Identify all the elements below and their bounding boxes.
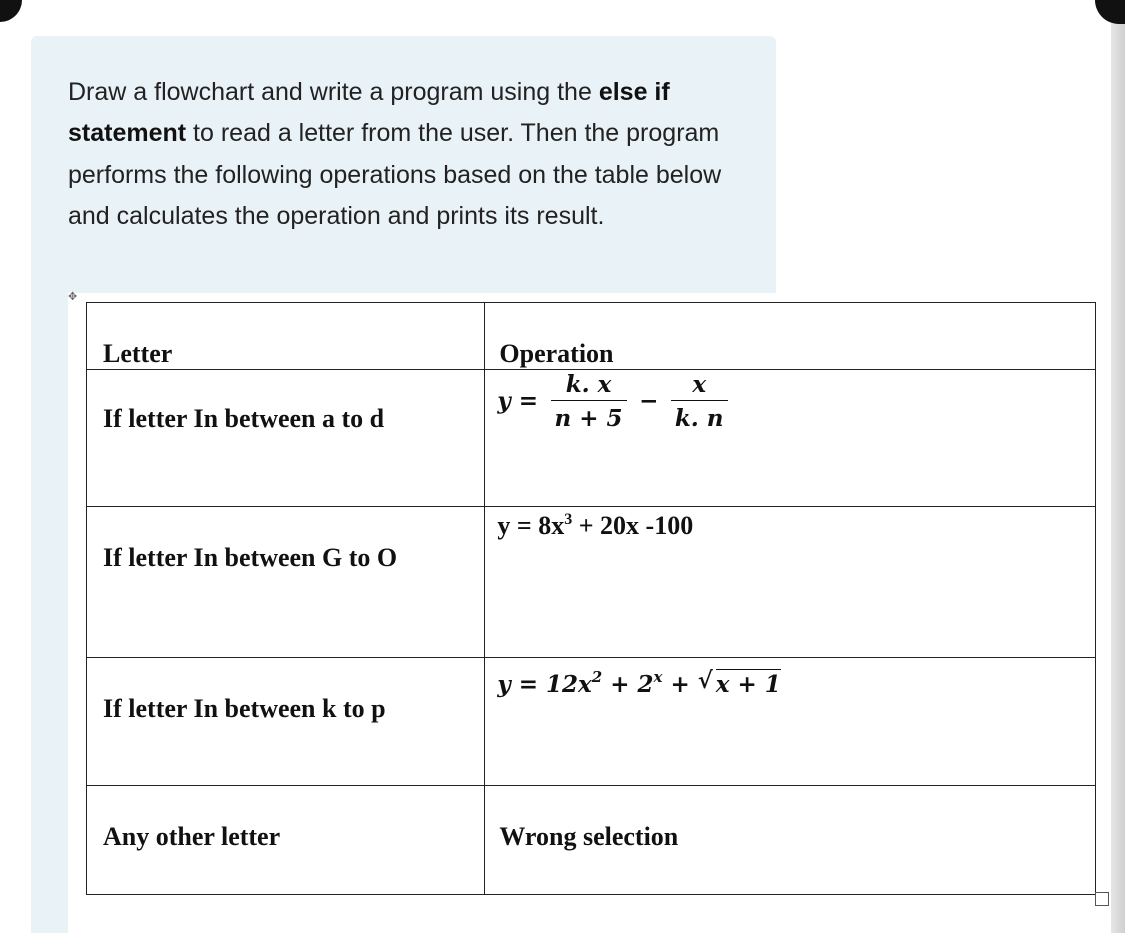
fraction-2 [671,370,728,435]
table-row [87,786,1096,895]
table-row [87,507,1096,658]
header-letter: Letter [103,339,173,368]
formula1-minus: − [639,387,659,415]
fraction-2-denominator: k. n [671,400,728,435]
table-anchor-icon[interactable]: ✥ [68,290,78,303]
table-row [87,658,1096,786]
formula3-exp1: 2 [591,668,603,686]
question-part2: to read a letter from the user. Then the program performs the following operations based on the table below and calculates the operation and prints its result. [68,119,722,231]
formula3-plus: + [662,671,698,698]
question-part1: Draw a flowchart and write a program using the [68,78,599,106]
condition-cell: If letter In between G to O [103,543,398,572]
question-bold: else if statement [68,78,670,148]
formula2-pre: y = 8x [497,511,565,540]
square-root [697,667,781,698]
table-row [87,370,1096,507]
header-operation: Operation [499,339,614,368]
fraction-1 [551,370,627,435]
resize-handle-icon[interactable] [1095,892,1109,906]
table-header-row [87,303,1096,370]
question-text [68,72,748,238]
radicand: x + 1 [715,671,781,698]
formula3-mid: + 2 [602,671,654,698]
screen-corner [0,0,22,22]
formula2-post: + 20x -100 [572,511,694,540]
formula3-exp2: x [653,668,663,686]
formula2-exp: 3 [564,511,573,528]
fraction-2-numerator: x [692,371,707,398]
screen-corner-right [1095,0,1125,24]
operation-formula-3 [485,658,1095,698]
condition-cell: Any other letter [103,822,281,851]
operation-formula-1 [485,370,1095,435]
operation-formula-2 [485,507,1095,541]
operations-table [86,302,1096,895]
radical-sign: √ [697,667,713,694]
condition-cell: If letter In between k to p [103,694,386,723]
formula3-pre: y = 12x [497,671,592,698]
scrollbar-track[interactable] [1111,0,1125,933]
formula1-lhs: y = [497,387,539,415]
operation-cell: Wrong selection [499,822,679,851]
condition-cell: If letter In between a to d [103,404,385,433]
fraction-1-numerator: k. x [565,371,612,398]
fraction-1-denominator: n + 5 [551,400,627,435]
